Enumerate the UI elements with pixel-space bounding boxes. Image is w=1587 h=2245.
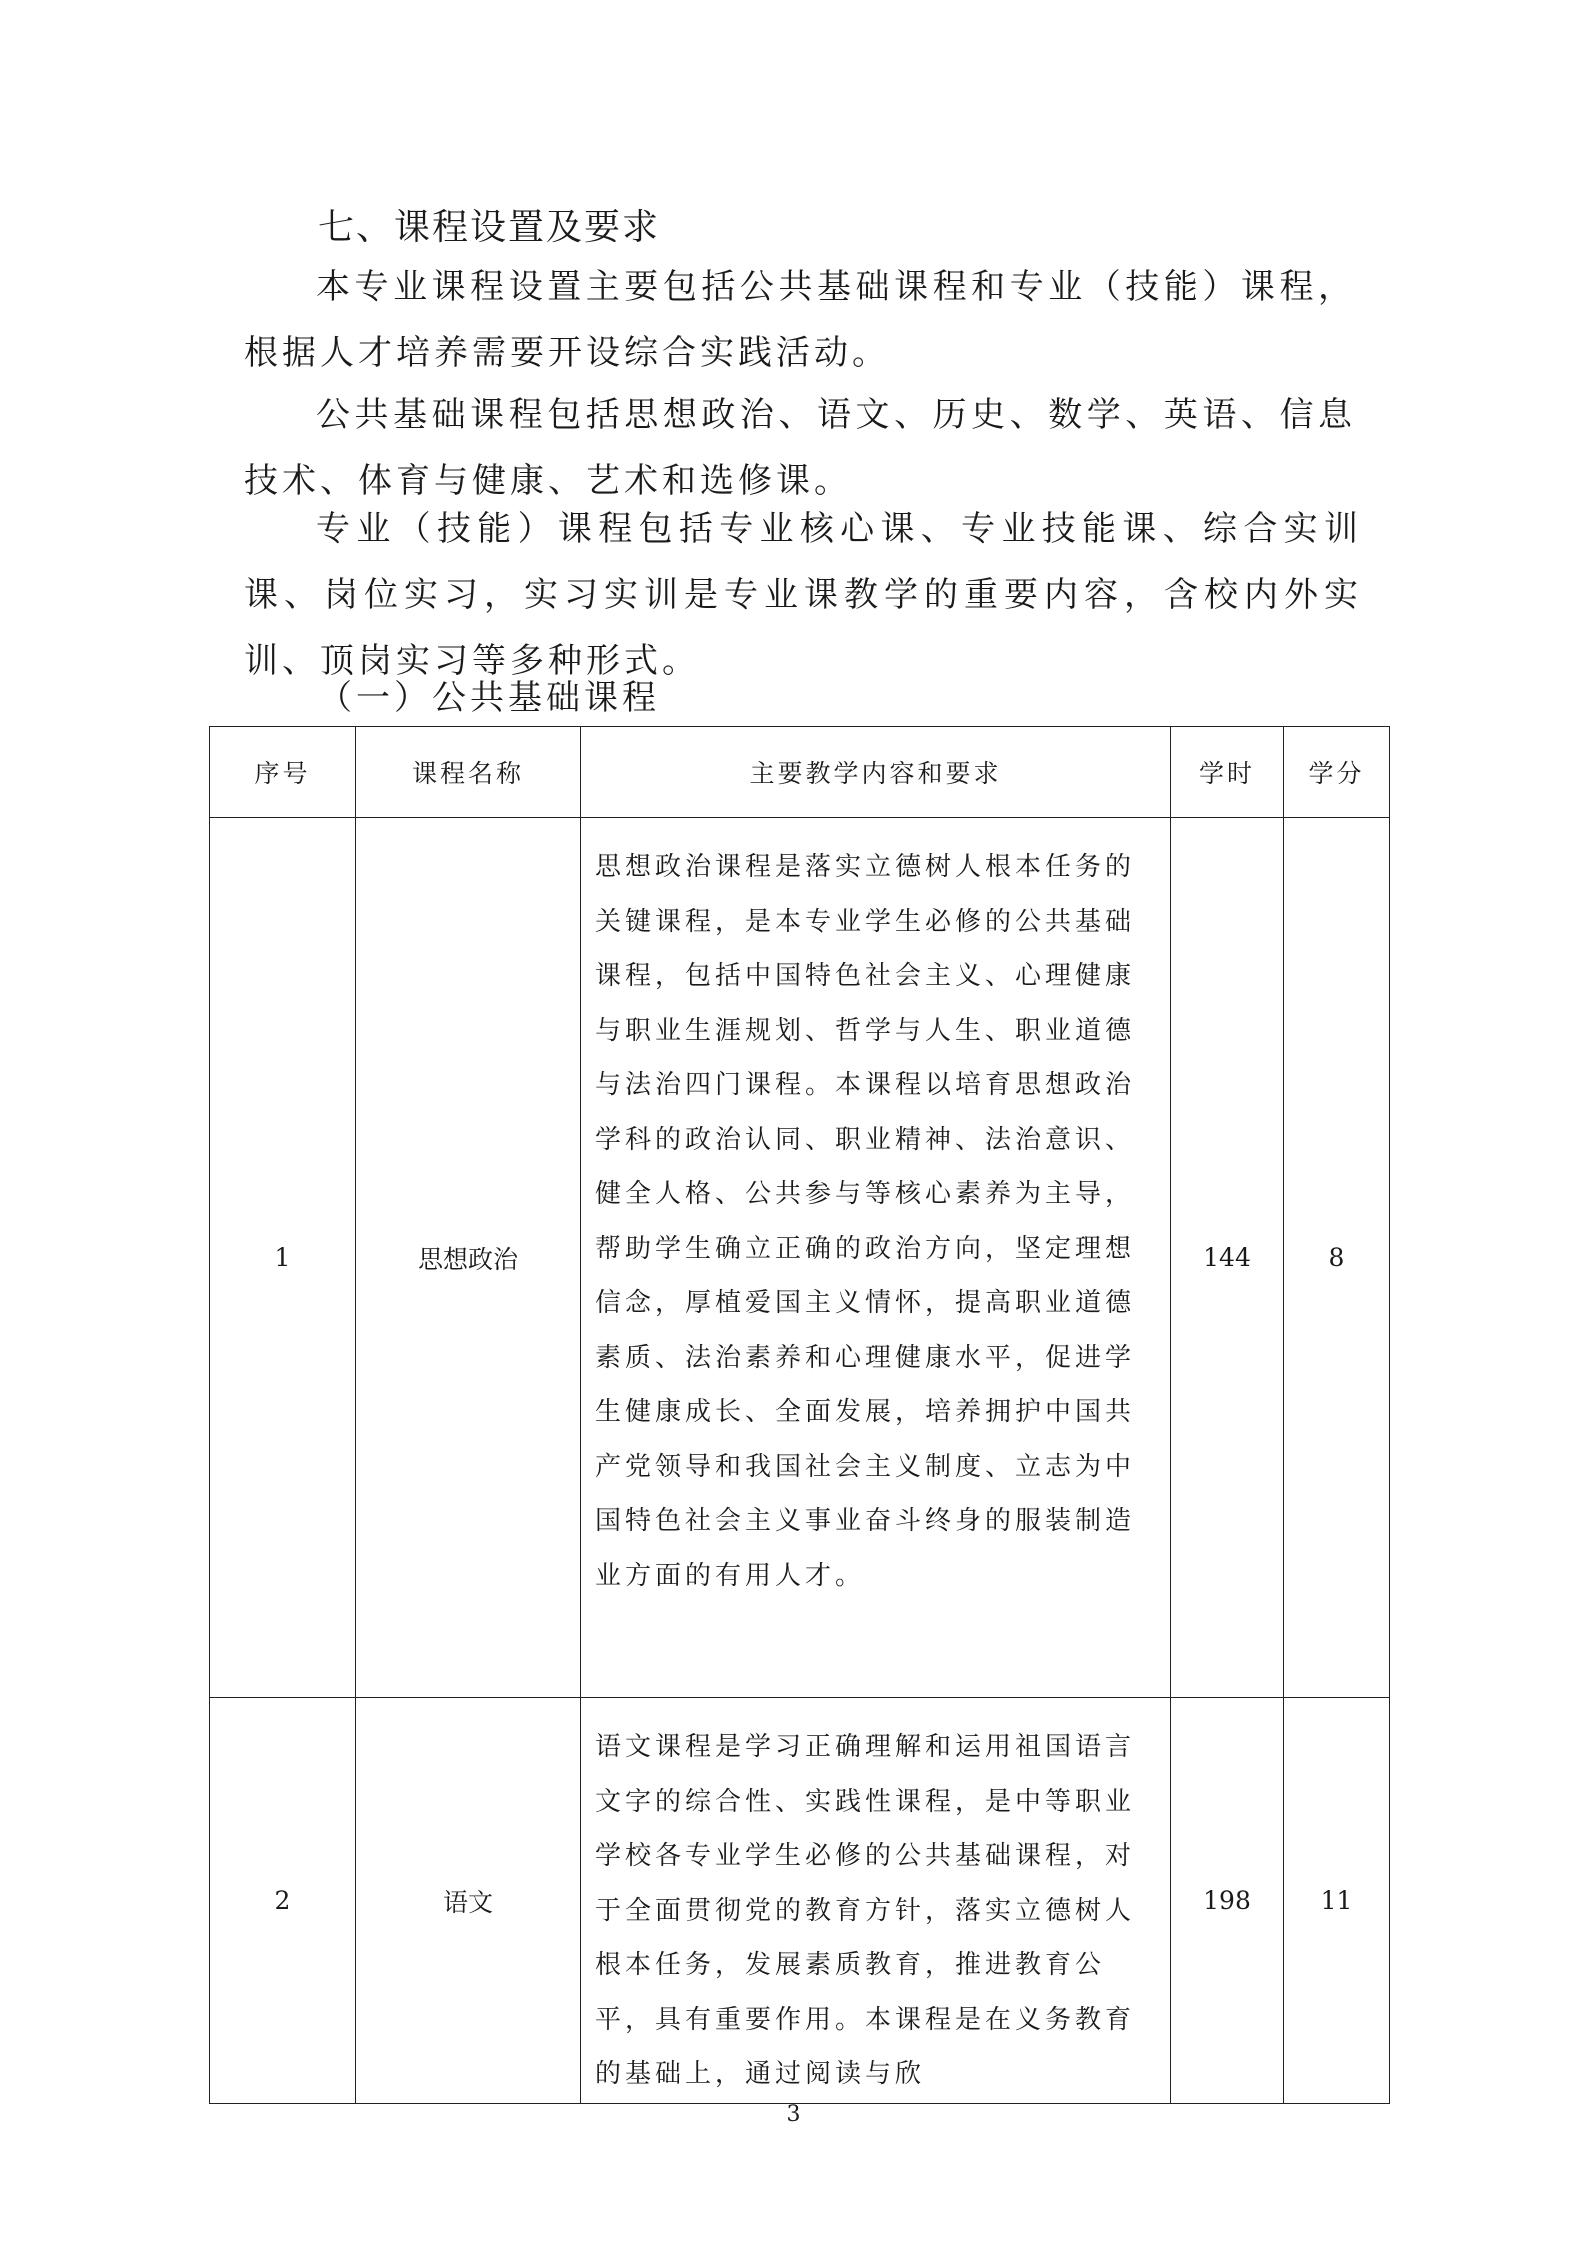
paragraph-public-courses: 公共基础课程包括思想政治、语文、历史、数学、英语、信息技术、体育与健康、艺术和选修课。	[244, 395, 1356, 501]
cell-content: 思想政治课程是落实立德树人根本任务的关键课程，是本专业学生必修的公共基础课程，包括中国特色社会主义、心理健康与职业生涯规划、哲学与人生、职业道德与法治四门课程。本课程以培育思想政治学科的政治认同、职业精神、法治意识、健全人格、公共参与等核心素养为主导，帮助学生确立正确的政治方向，坚定理想信念，厚植爱国主义情怀，提高职业道德素质、法治素养和心理健康水平，促进学生健康成长、全面发展，培养拥护中国共产党领导和我国社会主义制度、立志为中国特色社会主义事业奋斗终身的服装制造业方面的有用人才。	[581, 818, 1171, 1698]
cell-credits: 8	[1284, 818, 1390, 1698]
header-course-name: 课程名称	[356, 727, 581, 818]
page-number: 3	[786, 2102, 801, 2127]
cell-course-name: 思想政治	[356, 818, 581, 1698]
paragraph-course-overview: 本专业课程设置主要包括公共基础课程和专业（技能）课程，根据人才培养需要开设综合实践活动。	[244, 267, 1356, 373]
header-content: 主要教学内容和要求	[581, 727, 1171, 818]
section-heading: 七、课程设置及要求	[318, 207, 661, 248]
cell-course-name: 语文	[356, 1698, 581, 2104]
cell-hours: 144	[1171, 818, 1284, 1698]
cell-hours: 198	[1171, 1698, 1284, 2104]
table-row	[210, 818, 1390, 1698]
header-number: 序号	[210, 727, 356, 818]
cell-credits: 11	[1284, 1698, 1390, 2104]
cell-content: 语文课程是学习正确理解和运用祖国语言文字的综合性、实践性课程，是中等职业学校各专业学生必修的公共基础课程，对于全面贯彻党的教育方针，落实立德树人根本任务，发展素质教育，推进教育公平，具有重要作用。本课程是在义务教育的基础上，通过阅读与欣	[581, 1698, 1171, 2104]
course-table	[209, 726, 1390, 2104]
cell-number: 2	[210, 1698, 356, 2104]
paragraph-professional-courses: 专业（技能）课程包括专业核心课、专业技能课、综合实训课、岗位实习，实习实训是专业课教学的重要内容，含校内外实训、顶岗实习等多种形式。	[244, 509, 1362, 681]
table-row	[210, 1698, 1390, 2104]
header-hours: 学时	[1171, 727, 1284, 818]
table-header-row	[210, 727, 1390, 818]
header-credits: 学分	[1284, 727, 1390, 818]
subsection-heading: （一）公共基础课程	[318, 678, 660, 718]
cell-number: 1	[210, 818, 356, 1698]
